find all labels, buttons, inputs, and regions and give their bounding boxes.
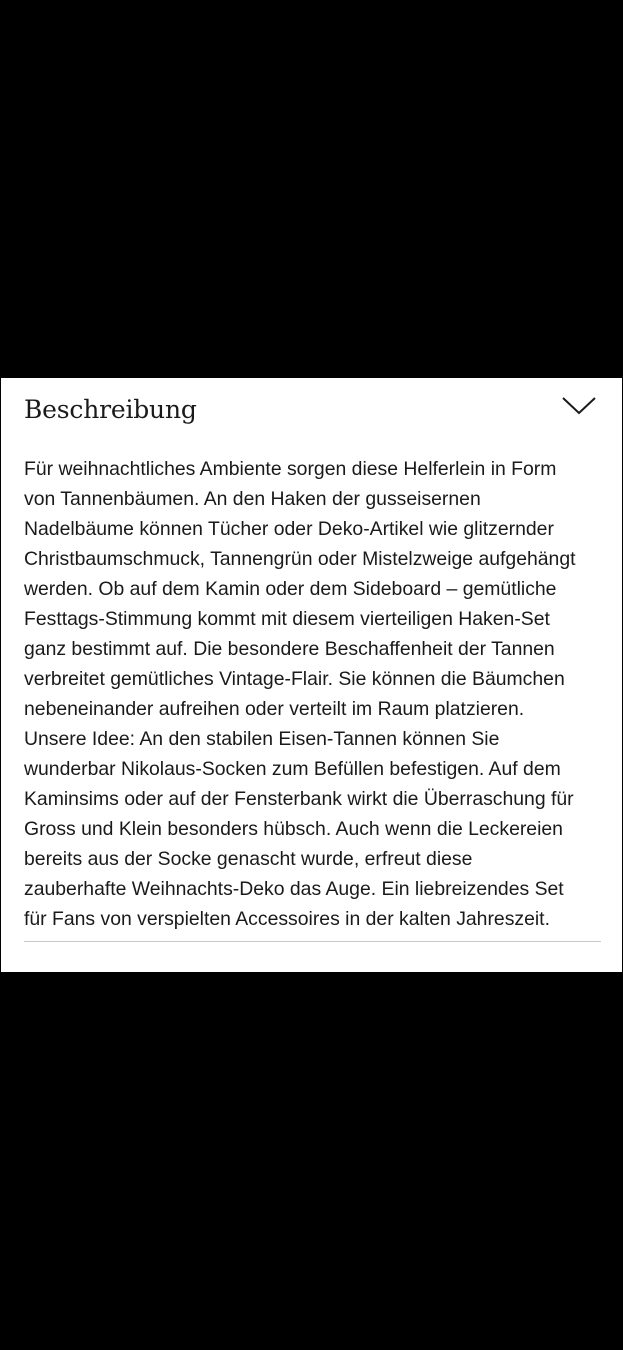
description-panel [1, 378, 622, 972]
description-text: Für weihnachtliches Ambiente sorgen diese Helferlein in Form von Tannenbäumen. An den Haken der gusseisernen Nadelbäume können Tücher oder Deko-Artikel wie glitzernder Christbaumschmuck, Tannengrün oder Mistelzweige aufgehängt werden. Ob auf dem Kamin oder dem Sideboard – gemütliche Festtags-Stimmung kommt mit diesem vierteiligen Haken-Set ganz bestimmt auf. Die besondere Beschaffenheit der Tannen verbreitet gemütliches Vintage-Flair. Sie können die Bäumchen nebeneinander aufreihen oder verteilt im Raum platzieren. Unsere Idee: An den stabilen Eisen-Tannen können Sie wunderbar Nikolaus-Socken zum Befüllen befestigen. Auf dem Kaminsims oder auf der Fensterbank wirkt die Überraschung für Gross und Klein besonders hübsch. Auch wenn die Leckereien bereits aus der Socke genascht wurde, erfreut diese zauberhafte Weihnachts-Deko das Auge. Ein liebreizendes Set für Fans von verspielten Accessoires in der kalten Jahreszeit. [24, 458, 576, 930]
accordion-divider [24, 941, 601, 942]
accordion-title: Beschreibung [24, 395, 197, 424]
description-accordion-toggle[interactable] [1, 378, 622, 444]
chevron-down-icon[interactable] [562, 396, 596, 416]
